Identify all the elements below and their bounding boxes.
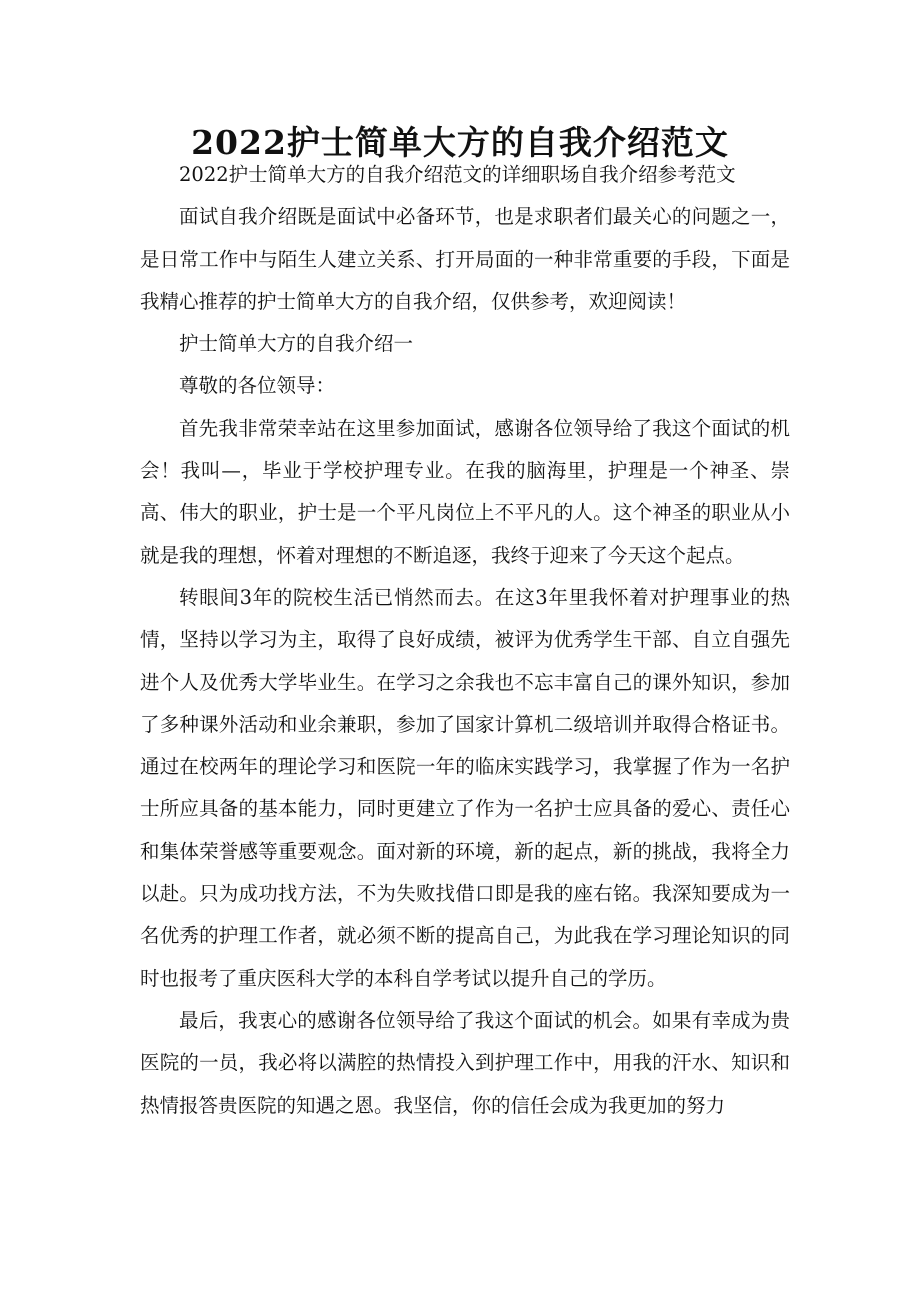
paragraph-experience: 转眼间3年的院校生活已悄然而去。在这3年里我怀着对护理事业的热情，坚持以学习为主，取得了良好成绩，被评为优秀学生干部、自立自强先进个人及优秀大学毕业生。在学习之余我也不忘丰富自己的课外知识，参加了多种课外活动和业余兼职，参加了国家计算机二级培训并取得合格证书。通过在校两年的理论学习和医院一年的临床实践学习，我掌握了作为一名护士所应具备的基本能力，同时更建立了作为一名护士应具备的爱心、责任心和集体荣誉感等重要观念。面对新的环境，新的起点，新的挑战，我将全力以赴。只为成功找方法，不为失败找借口即是我的座右铭。我深知要成为一名优秀的护理工作者，就必须不断的提高自己，为此我在学习理论知识的同时也报考了重庆医科大学的本科自学考试以提升自己的学历。 — [140, 585, 790, 990]
paragraph-intro: 面试自我介绍既是面试中必备环节，也是求职者们最关心的问题之一，是日常工作中与陌生人建立关系、打开局面的一种非常重要的手段，下面是我精心推荐的护士简单大方的自我介绍，仅供参考，欢迎阅读！ — [140, 205, 790, 313]
paragraph-subtitle: 2022护士简单大方的自我介绍范文的详细职场自我介绍参考范文 — [179, 163, 736, 186]
paragraph-salutation: 尊敬的各位领导： — [179, 374, 336, 398]
document-body — [140, 154, 790, 1127]
document-title: 2022护士简单大方的自我介绍范文 — [191, 123, 729, 163]
paragraph-section-heading: 护士简单大方的自我介绍一 — [179, 332, 414, 356]
paragraph-closing: 最后，我衷心的感谢各位领导给了我这个面试的机会。如果有幸成为贵医院的一员，我必将以满腔的热情投入到护理工作中，用我的汗水、知识和热情报答贵医院的知遇之恩。我坚信，你的信任会成为我更加的努力 — [140, 1008, 790, 1117]
paragraph-opening: 首先我非常荣幸站在这里参加面试，感谢各位领导给了我这个面试的机会！我叫—，毕业于学校护理专业。在我的脑海里，护理是一个神圣、崇高、伟大的职业，护士是一个平凡岗位上不平凡的人。这个神圣的职业从小就是我的理想，怀着对理想的不断追逐，我终于迎来了今天这个起点。 — [140, 416, 790, 567]
